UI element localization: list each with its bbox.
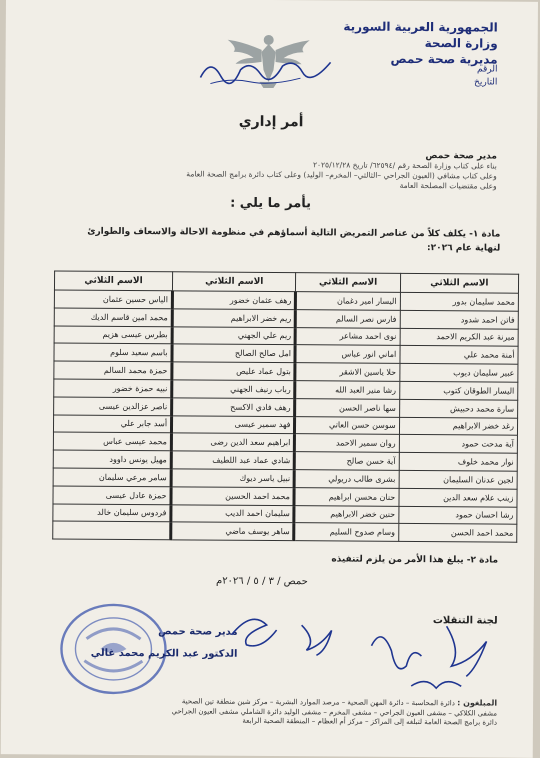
table-cell: فارس نصر السالم (296, 309, 400, 328)
country-name: الجمهورية العربية السورية (343, 19, 498, 35)
table-cell: اليسار الطوقان كتوب (399, 381, 517, 400)
table-cell: ريم خضر الابراهيم (172, 309, 296, 328)
directorate-name: مديرية صحة حمص (390, 51, 498, 67)
intro-line-1: بناء على كتاب وزارة الصحة رقم /٦٢٥٩٤/ تاريخ ٢٠٢٥/١٢/٢٨ (312, 160, 497, 171)
distribution-line-1: دائرة المحاسبة – دائرة المهن الصحية – مرصد الموارد البشرية – مركز شين منطقة تين الصحية (181, 697, 455, 708)
distribution-label: المبلغون : (457, 698, 498, 708)
table-cell: عبير سليمان ديوب (400, 364, 518, 383)
table-cell: محمد سليمان بدور (400, 292, 518, 311)
table-cell: محمد امين قاسم الديك (54, 308, 172, 327)
issuer: مدير صحة حمص (425, 151, 497, 162)
distribution-line-2: مشفى الكلاكي – مشفى العيون الجراحي – مشفى المخرم – مشفى الوليد دائرة الشاملي مشفى العيون الجراحي (171, 706, 498, 718)
distribution-line-3: دائرة برامج الصحة العامة لتبلغه إلى المراكز – مركز أم العظام – المنطقة الصحية الرابعة (242, 716, 497, 727)
document-date: حمص / ٣ / ٥ / ٢٠٢٦م (215, 575, 308, 588)
intro-line-3: وعلى مقتضيات المصلحة العامة (399, 180, 497, 191)
table-cell: حنان محسن ابراهيم (294, 487, 398, 506)
table-cell: فردوس سليمان خالد (53, 504, 171, 523)
table-cell: امل صالح الصالح (172, 344, 296, 363)
letterhead (328, 18, 498, 67)
table-cell: رهف فادي الاكسح (172, 398, 296, 417)
table-cell: سوسن حسن العاتي (295, 416, 399, 435)
table-cell: رشا منير العبد الله (295, 381, 399, 400)
distribution-list (27, 695, 497, 728)
ref-label: الرقم (476, 64, 498, 75)
handwritten-reference (190, 47, 340, 88)
table-cell: آية مدحت حمود (399, 435, 517, 454)
table-cell (53, 521, 171, 540)
table-cell: حمزة محمد السالم (54, 361, 172, 380)
order-heading: يأمر ما يلي : (230, 195, 312, 212)
signatory-title: مدير صحة حمص (158, 626, 238, 638)
committee-label: لجنة التنقلات (432, 615, 498, 627)
table-cell: ساهر يوسف ماضي (171, 522, 295, 541)
table-cell: سها ناصر الحسن (295, 398, 399, 417)
signatory-block (37, 620, 237, 665)
column-header: الاسم الثلاثي (172, 272, 296, 292)
table-cell: زينب علام سعد الدين (399, 488, 517, 507)
table-cell: وسام صدوح السليم (294, 523, 398, 542)
table-cell: بطرس عيسى هزيم (54, 326, 172, 345)
table-cell: رغد خضر الابراهيم (399, 417, 517, 436)
table-cell: لجين عدنان السليمان (399, 470, 517, 489)
table-cell: اليسار امير دغمان (296, 292, 400, 311)
table-cell: رهف عثمان خضور (172, 291, 296, 310)
table-cell: سليمان احمد الديب (171, 504, 295, 523)
table-cell: الياس حسين عثمان (54, 290, 172, 309)
ministry-name: وزارة الصحة (424, 36, 498, 51)
table-cell: نوى احمد مشاعر (296, 327, 400, 346)
signatory-name: الدكتور عبد الكريم محمد غالي (90, 647, 238, 660)
table-cell: آية حسن صالح (295, 452, 399, 471)
table-cell: نبيه حمزة خضور (54, 379, 172, 398)
table-cell: رشا احسان حمود (399, 506, 517, 525)
table-cell: أسد جابر علي (53, 415, 171, 434)
table-cell: ريم علي الجهني (172, 326, 296, 345)
table-cell: نبيل ياسر ديوك (171, 469, 295, 488)
table-cell: ناصر عزالدين عيسى (54, 397, 172, 416)
column-header: الاسم الثلاثي (54, 271, 172, 291)
intro-line-2: وعلى كتاب مشافي (العيون الجراحي –الثالثي– المخرم– الوليد) وعلى كتاب دائرة برامج الصحة العامة (186, 169, 497, 181)
table-cell: حلا ياسين الاشقر (295, 363, 399, 382)
table-cell: شادي عماد عبد اللطيف (171, 451, 295, 470)
table-cell: مهيل يونس داوود (53, 450, 171, 469)
table-cell: فهد سمير عيسى (172, 415, 296, 434)
document-page (1, 0, 538, 758)
table-cell: محمد عيسى عباس (53, 432, 171, 451)
names-table (52, 270, 519, 542)
table-cell: ميرنة عبد الكريم الاحمد (400, 328, 518, 347)
article-1-text: مادة ١- يكلف كلاً من عناصر التمريض التالية أسماؤهم في منظومة الاحالة والاسعاف والطوارئ (87, 226, 501, 240)
table-cell: سامر مرعي سليمان (53, 468, 171, 487)
date-label: التاريخ (474, 77, 498, 88)
article-1 (30, 224, 500, 255)
column-header: الاسم الثلاثي (400, 273, 518, 293)
column-header: الاسم الثلاثي (296, 273, 400, 293)
table-cell: اماني انور عباس (295, 345, 399, 364)
table-cell: نوار محمد خلوف (399, 453, 517, 472)
table-cell: ابراهيم سعد الدين رضى (171, 433, 295, 452)
table-cell: رباب رنيف الجهني (172, 380, 296, 399)
article-1-text-2: لنهاية عام ٢٠٢٦: (427, 243, 501, 254)
document-title: أمر إداري (238, 113, 304, 131)
table-cell: محمد احمد الحسن (398, 524, 516, 543)
table-cell: حنين خضر الابراهيم (294, 505, 398, 524)
table-cell: بشرى طالب دريولي (295, 470, 399, 489)
table-row (53, 521, 517, 542)
table-cell: روان سمير الاحمد (295, 434, 399, 453)
ref-date-block (377, 63, 497, 90)
table-cell: بتول عماد عليص (172, 362, 296, 381)
table-cell: باسم سعيد سلوم (54, 343, 172, 362)
table-cell: أمنة محمد علي (400, 346, 518, 365)
table-cell: فاتن احمد شدود (400, 310, 518, 329)
table-cell: محمد احمد الحسين (171, 487, 295, 506)
article-2: مادة ٢- يبلغ هذا الأمر من يلزم لتنفيذه (331, 554, 499, 566)
table-cell: حمزة عادل عيسى (53, 486, 171, 505)
intro-block (57, 149, 497, 192)
table-cell: سارة محمد دحبيش (399, 399, 517, 418)
